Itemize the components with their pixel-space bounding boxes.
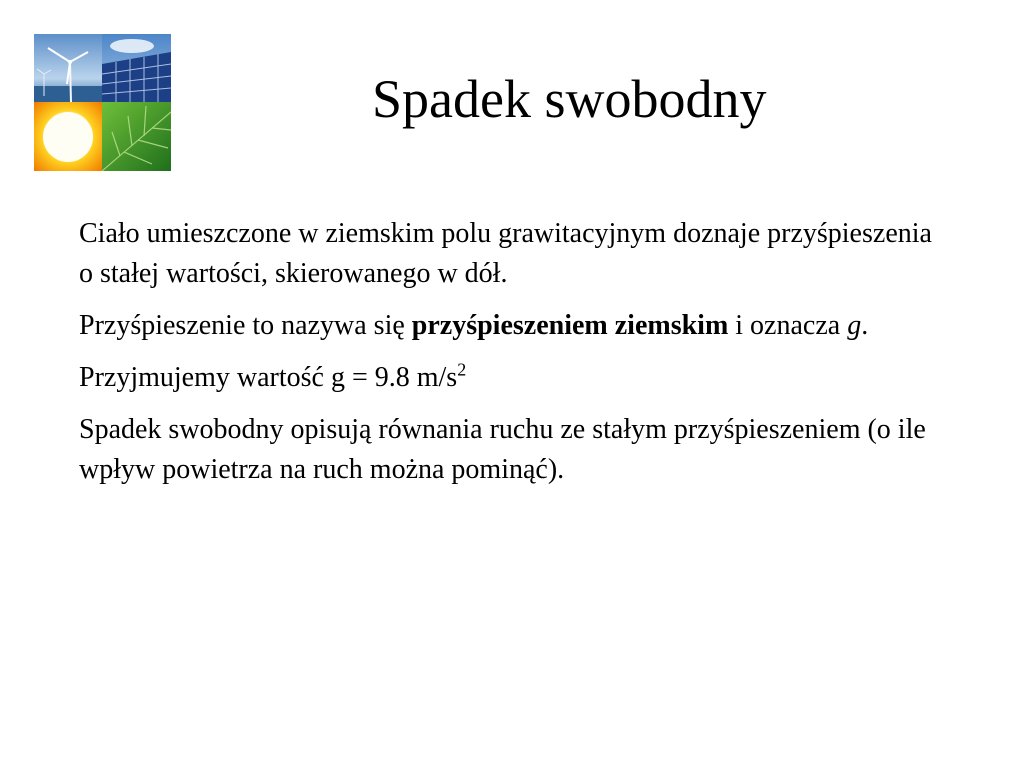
slide-body bbox=[79, 214, 939, 502]
naming-text-end: . bbox=[861, 310, 869, 341]
naming-text-mid: i oznacza bbox=[728, 310, 848, 341]
paragraph-definition bbox=[79, 214, 939, 294]
exponent: 2 bbox=[457, 359, 467, 380]
paragraph-naming bbox=[79, 306, 939, 346]
paragraph-value bbox=[79, 358, 939, 398]
solar-panel-icon bbox=[102, 34, 171, 102]
sun-icon bbox=[34, 102, 102, 171]
naming-text-start: Przyśpieszenie to nazywa się bbox=[79, 310, 412, 341]
wind-turbine-icon bbox=[34, 34, 102, 102]
leaf-icon bbox=[102, 102, 171, 171]
term-bold: przyśpieszeniem ziemskim bbox=[411, 310, 729, 341]
paragraph-equations bbox=[79, 410, 939, 490]
slide-title: Spadek swobodny bbox=[372, 69, 767, 129]
symbol-g: g bbox=[847, 310, 862, 341]
value-text: Przyjmujemy wartość g = 9.8 m/s bbox=[79, 362, 458, 393]
definition-text: Ciało umieszczone w ziemskim polu grawitacyjnym doznaje przyśpieszenia o stałej wartości, skierowanego w dół. bbox=[79, 218, 932, 289]
energy-logo bbox=[34, 34, 171, 171]
equations-text: Spadek swobodny opisują równania ruchu ze stałym przyśpieszeniem (o ile wpływ powietrza na ruch można pominąć). bbox=[79, 414, 926, 485]
